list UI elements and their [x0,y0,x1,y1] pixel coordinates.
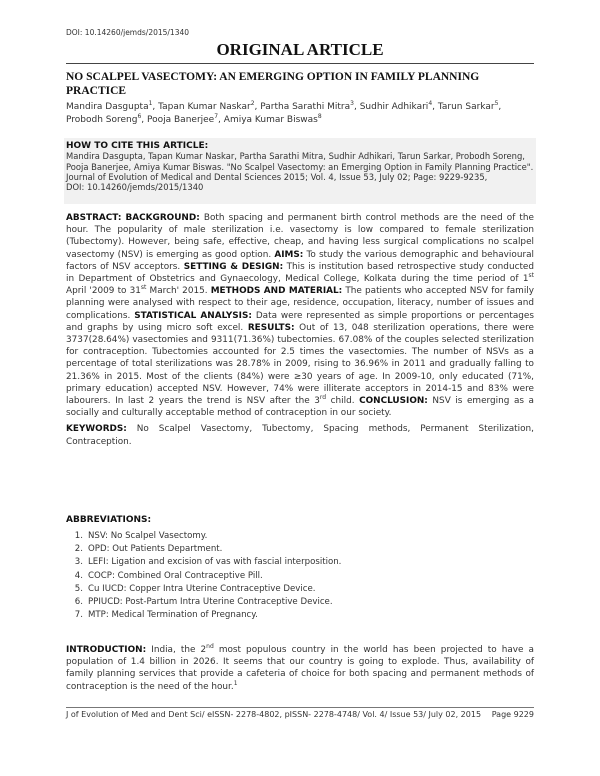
list-item: 7. MTP: Medical Termination of Pregnancy. [66,609,341,622]
author-affiliation: 8 [317,113,322,120]
author-name: Partha Sarathi Mitra [260,102,351,112]
author-affiliation: 6 [137,113,142,120]
abstract-paragraph [66,212,534,419]
article-title: NO SCALPEL VASECTOMY: AN EMERGING OPTION IN FAMILY PLANNING PRACTICE [66,71,480,97]
citation-text: Mandira Dasgupta, Tapan Kumar Naskar, Partha Sarathi Mitra, Sudhir Adhikari, Tarun Sarkar, Probodh Soreng, Pooja Banerjee, Amiya Kumar Biswas. "No Scalpel Vasectomy: an Emerging Option in Family Planning Practice". Journal of Evolution of Medical and Dental Sciences 2015; Vol. 4, Issue 53, July 02; Page: 9229-9235, [66,151,534,182]
setting-text: This is institution based retrospective study conducted in Department of Obstetrics and Gynaecology, Medical College, Kolkata during the time period of 1 [66,261,535,285]
author-affiliation: 2 [250,100,255,107]
citation-heading: HOW TO CITE THIS ARTICLE: [66,141,209,151]
aims-text: To study the various demographic and behavioural factors of NSV acceptors. [66,249,534,272]
ordinal-suffix: nd [206,643,214,651]
stat-text: Data were represented as simple proportions or percentages and graphs by using micro soft excel. [66,310,534,333]
setting-text-3: March' 2015. [146,286,208,297]
setting-text-2: April '2009 to 31 [66,286,141,297]
list-item: 5. Cu IUCD: Copper Intra Uterine Contraceptive Device. [66,583,341,596]
reference-marker: 1 [233,679,238,687]
footer-rule [66,707,534,708]
ordinal-suffix: st [140,284,147,292]
abbreviation-text: COCP: Combined Oral Contraceptive Pill. [88,570,263,581]
abbreviation-text: OPD: Out Patients Department. [88,544,223,555]
author-affiliation: 7 [214,113,219,120]
author-name: Mandira Dasgupta [66,102,149,112]
methods-label: METHODS AND MATERIAL: [210,286,343,297]
abbreviation-text: Cu IUCD: Copper Intra Uterine Contraceptive Device. [88,583,316,594]
section-heading: ORIGINAL ARTICLE [216,40,384,59]
keywords-paragraph [66,423,534,447]
header-doi: DOI: 10.14260/jemds/2015/1340 [66,28,190,37]
author-name: Pooja Banerjee [147,115,215,125]
methods-text: The patients who accepted NSV for family planning were analysed with respect to their age, residence, occupation, literacy, number of issues and complications. [66,286,534,321]
list-item: 1. NSV: No Scalpel Vasectomy. [66,530,341,543]
abstract [66,212,534,448]
footer-page-number: Page 9229 [491,710,534,719]
background-label: BACKGROUND: [125,213,200,223]
author-name: Tarun Sarkar [437,102,495,112]
abbreviation-text: LEFI: Ligation and excision of vas with fascial interposition. [88,557,342,568]
aims-label: AIMS: [274,249,304,260]
list-item: 2. OPD: Out Patients Department. [66,543,341,556]
conclusion-label: CONCLUSION: [359,396,428,407]
list-item: 3. LEFI: Ligation and excision of vas with fascial interposition. [66,556,341,569]
stat-label: STATISTICAL ANALYSIS: [134,310,252,321]
keywords-text: No Scalpel Vasectomy, Tubectomy, Spacing methods, Permanent Sterilization, Contraception. [66,424,534,447]
abstract-label: ABSTRACT: [66,213,122,223]
header-rule [66,63,534,64]
introduction-text: India, the 2 [151,645,207,655]
list-item: 6. PPIUCD: Post-Partum Intra Uterine Contraceptive Device. [66,596,341,609]
list-item: 4. COCP: Combined Oral Contraceptive Pill. [66,570,341,583]
author-name: Probodh Soreng [66,115,138,125]
results-text: Out of 13, 048 sterilization operations, there were 3737(28.64%) vasectomies and 9311(71.36%) tubectomies. 67.08% of the couples selected sterilization for contraception. Tubectomies accounted for 2.5 times the vasectomies. The number of NSVs as a percentage of total sterilizations was 28.78% in 2009, rising to 36.96% in 2011 and gradually falling to 21.36% in 2015. Most of the clients (84%) were ≥30 years of age. In 2009-10, only educated (71%, primary education) accepted NSV. However, 74% were illiterate acceptors in 2014-15 and 83% were labourers. In last 2 years the trend is NSV after the 3 [66,322,534,407]
introduction-text-2: most populous country in the world has been projected to have a population of 1.4 billion in 2026. It seems that our country is going to explode. Thus, availability of family planning services that provide a cafeteria of choice for both spacing and permanent methods of contraception is the need of the hour. [66,645,534,692]
results-label: RESULTS: [247,322,295,333]
author-name: Amiya Kumar Biswas [223,115,318,125]
abbreviation-text: NSV: No Scalpel Vasectomy. [88,531,208,541]
page-footer [66,710,534,719]
citation-section [66,141,534,192]
author-affiliation: 4 [428,100,433,107]
citation-doi: DOI: 10.14260/jemds/2015/1340 [66,182,204,193]
author-name: Sudhir Adhikari [359,102,429,112]
abbreviation-text: MTP: Medical Termination of Pregnancy. [88,610,258,621]
abbreviations-heading: ABBREVIATIONS: [66,515,152,525]
author-affiliation: 3 [350,100,354,107]
keywords-label: KEYWORDS: [66,424,127,435]
author-list: Mandira Dasgupta$^1$, Tapan Kumar Naskar$^2$, Partha Sarathi Mitra$^3$, Sudhir Adhikari$^4$, Tarun Sarkar$^5$, Probodh Soreng$^6$, Pooja Banerjee$^7$, Amiya Kumar Biswas$^8$ [66,100,502,125]
introduction [66,644,534,693]
results-text-2: child. [326,396,355,407]
author-affiliation: 5 [494,100,499,107]
ordinal-suffix: st [528,272,534,280]
author-affiliation: 1 [148,100,153,107]
footer-journal: J of Evolution of Med and Dent Sci/ eISSN- 2278-4802, pISSN- 2278-4748/ Vol. 4/ Issue 53/ July 02, 2015 [66,710,482,719]
setting-label: SETTING & DESIGN: [183,261,284,272]
abbreviation-text: PPIUCD: Post-Partum Intra Uterine Contraceptive Device. [88,597,333,608]
author-name: Tapan Kumar Naskar [158,102,251,112]
abbreviations-list [66,530,341,622]
background-text: Both spacing and permanent birth control methods are the need of the hour. The popularity of male sterilization i.e. vasectomy is low compared to female sterilization (Tubectomy). However, being safe, effective, cheap, and having less surgical complications no scalpel vasectomy (NSV) is emerging as good option. [66,213,534,260]
introduction-label: INTRODUCTION: [66,645,147,655]
conclusion-text: NSV is emerging as a socially and culturally acceptable method of contraception in our society. [66,396,534,419]
ordinal-suffix: rd [319,394,327,402]
